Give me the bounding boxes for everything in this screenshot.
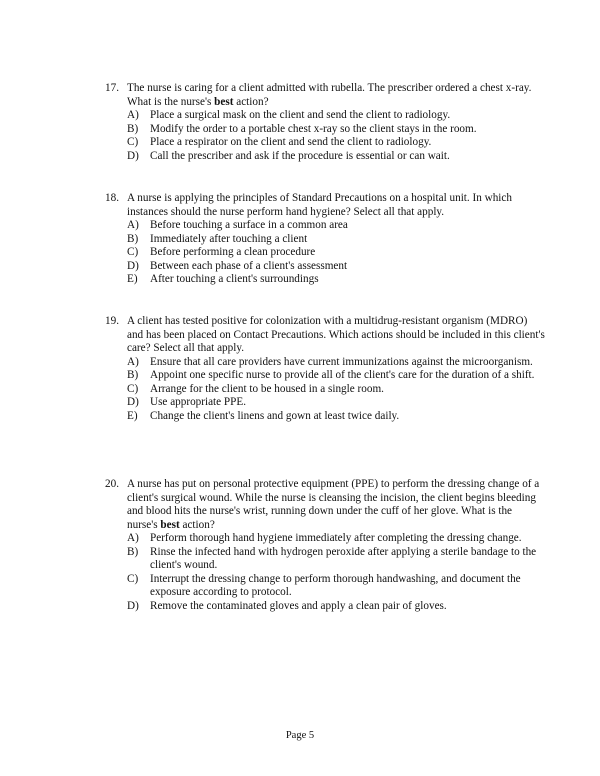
answer-option: B) Rinse the infected hand with hydrogen peroxide after applying a sterile bandage to the client's wound. (127, 545, 537, 571)
question-number: 19. (105, 315, 119, 327)
answer-option: C) Interrupt the dressing change to perform thorough handwashing, and document the exposure according to protocol. (127, 572, 521, 598)
question-stem: A nurse has put on personal protective equipment (PPE) to perform the dressing change of a client's surgical wound. While the nurse is cleansing the incision, the client begins bleeding and blood hits the nurse's wrist, running down under the cuff of her glove. What is the nurse's best action? (127, 478, 540, 531)
answer-option: E) After touching a client's surroundings (127, 273, 319, 285)
answer-option: B) Appoint one specific nurse to provide all of the client's care for the duration of a shift. (127, 369, 535, 381)
answer-option: C) Before performing a clean procedure (127, 246, 316, 258)
question-18 (105, 192, 545, 287)
answer-option: C) Place a respirator on the client and send the client to radiology. (127, 136, 432, 148)
page-number: Page 5 (285, 730, 315, 741)
answer-option: C) Arrange for the client to be housed in a single room. (127, 382, 384, 395)
question-stem: A client has tested positive for colonization with a multidrug-resistant organism (MDRO) and has been placed on Contact Precautions. Which actions should be included in this client's care? Select all that apply. (127, 315, 545, 354)
question-stem: The nurse is caring for a client admitted with rubella. The prescriber ordered a chest x-ray. What is the nurse's best action? (127, 82, 532, 108)
question-number: 17. (105, 82, 119, 94)
answer-option: A) Ensure that all care providers have current immunizations against the microorganism. (127, 355, 533, 368)
question-stem: A nurse is applying the principles of Standard Precautions on a hospital unit. In which instances should the nurse perform hand hygiene? Select all that apply. (127, 192, 512, 218)
question-number: 20. (105, 478, 119, 490)
question-number: 18. (105, 192, 119, 204)
answer-option: D) Remove the contaminated gloves and apply a clean pair of gloves. (127, 599, 447, 612)
answer-option: A) Before touching a surface in a common area (127, 219, 348, 231)
answer-option: D) Use appropriate PPE. (127, 396, 247, 408)
answer-option: D) Between each phase of a client's assessment (127, 259, 348, 272)
answer-option: A) Place a surgical mask on the client and send the client to radiology. (127, 109, 451, 121)
answer-option: B) Immediately after touching a client (127, 232, 308, 245)
answer-option: B) Modify the order to a portable chest x-ray so the client stays in the room. (127, 122, 477, 135)
question-19 (105, 315, 545, 423)
question-17 (105, 82, 545, 163)
answer-option: D) Call the prescriber and ask if the procedure is essential or can wait. (127, 149, 450, 162)
answer-option: A) Perform thorough hand hygiene immediately after completing the dressing change. (127, 532, 522, 544)
answer-option: E) Change the client's linens and gown at least twice daily. (127, 409, 400, 422)
question-20 (105, 478, 545, 613)
